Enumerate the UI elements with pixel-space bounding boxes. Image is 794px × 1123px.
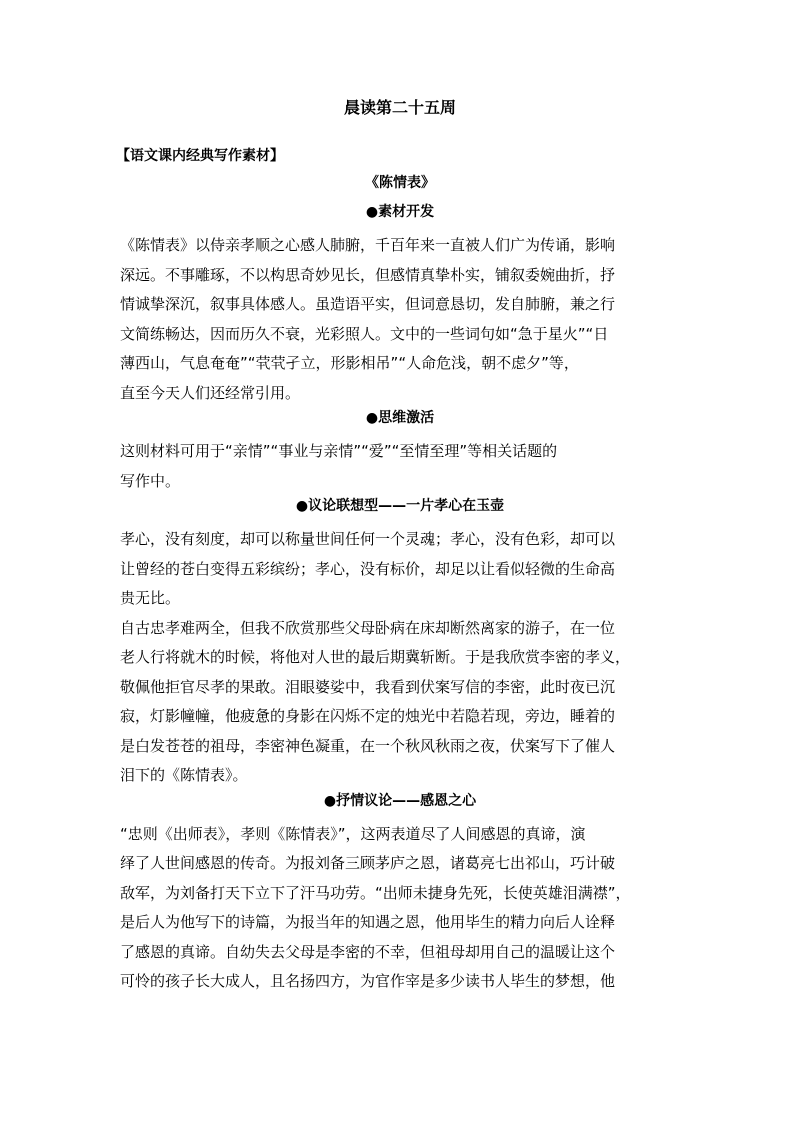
paragraph (120, 614, 680, 791)
paragraph-line: 情诚挚深沉，叙事具体感人。虽造语平实，但词意恳切，发自肺腑，兼之行 (120, 295, 616, 313)
paragraph-line: 文简练畅达，因而历久不衰，光彩照人。文中的一些词句如“急于星火”“日 (120, 324, 609, 343)
section-heading: ●素材开发 (365, 204, 435, 220)
paragraph-line: 敬佩他拒官尽孝的果敢。泪眼婆娑中，我看到伏案写信的李密，此时夜已沉 (120, 677, 616, 696)
paragraph-line: 薄西山，气息奄奄”“茕茕孑立，形影相吊”“人命危浅，朝不虑夕”等， (120, 354, 579, 372)
paragraph-line: 可怜的孩子长大成人，且名扬四方，为官作宰是多少读书人毕生的梦想，他 (120, 972, 616, 990)
paragraph-line: 是后人为他写下的诗篇，为报当年的知遇之恩，他用毕生的精力向后人诠释 (120, 913, 616, 931)
paragraph-line: 寂，灯影幢幢，他疲惫的身影在闪烁不定的烛光中若隐若现，旁边，睡着的 (120, 707, 616, 725)
paragraph-line: 直至今天人们还经常引用。 (120, 383, 301, 402)
paragraph-line: 是白发苍苍的祖母，李密神色凝重，在一个秋风秋雨之夜，伏案写下了催人 (120, 736, 616, 755)
paragraph-line: 深远。不事雕琢，不以构思奇妙见长，但感情真挚朴实，铺叙委婉曲折，抒 (120, 265, 616, 284)
paragraph (120, 437, 680, 496)
essay-subtitle: 《陈情表》 (365, 175, 435, 191)
paragraph-line: 贵无比。 (120, 589, 181, 607)
paragraph-line: 让曾经的苍白变得五彩缤纷；孝心，没有标价，却足以让看似轻微的生命高 (120, 559, 616, 578)
paragraph-line: 老人行将就木的时候，将他对人世的最后期冀斩断。于是我欣赏李密的孝义， (120, 648, 631, 666)
paragraph-line: 写作中。 (120, 471, 181, 490)
paragraph-line: 自古忠孝难两全，但我不欣赏那些父母卧病在床却断然离家的游子，在一位 (120, 618, 616, 637)
section-label: 【语文课内经典写作素材】 (116, 148, 284, 164)
paragraph-line: “忠则《出师表》，孝则《陈情表》”，这两表道尽了人间感恩的真谛，演 (120, 824, 586, 843)
paragraph (120, 820, 680, 997)
paragraph-line: 敌军，为刘备打天下立下了汗马功劳。“出师未捷身先死，长使英雄泪满襟”， (120, 883, 631, 902)
paragraph-line: 泪下的《陈情表》。 (120, 766, 248, 784)
paragraph-line: 了感恩的真谛。自幼失去父母是李密的不幸，但祖母却用自己的温暖让这个 (120, 942, 616, 961)
section-heading: ●抒情议论——感恩之心 (323, 792, 477, 809)
paragraph-line: 《陈情表》以侍亲孝顺之心感人肺腑，千百年来一直被人们广为传诵，影响 (120, 236, 616, 254)
paragraph (120, 525, 680, 614)
paragraph-line: 孝心，没有刻度，却可以称量世间任何一个灵魂；孝心，没有色彩，却可以 (120, 530, 616, 548)
document-body (116, 98, 680, 997)
paragraph-line: 绎了人世间感恩的传奇。为报刘备三顾茅庐之恩，诸葛亮七出祁山，巧计破 (120, 854, 616, 872)
page-title: 晨读第二十五周 (343, 98, 456, 117)
paragraph-line: 这则材料可用于“亲情”“事业与亲情”“爱”“至情至理”等相关话题的 (120, 442, 558, 460)
paragraph (120, 231, 680, 408)
section-heading: ●思维激活 (365, 410, 435, 426)
sections-container (120, 202, 680, 997)
section-heading: ●议论联想型——一片孝心在玉壶 (295, 498, 505, 514)
